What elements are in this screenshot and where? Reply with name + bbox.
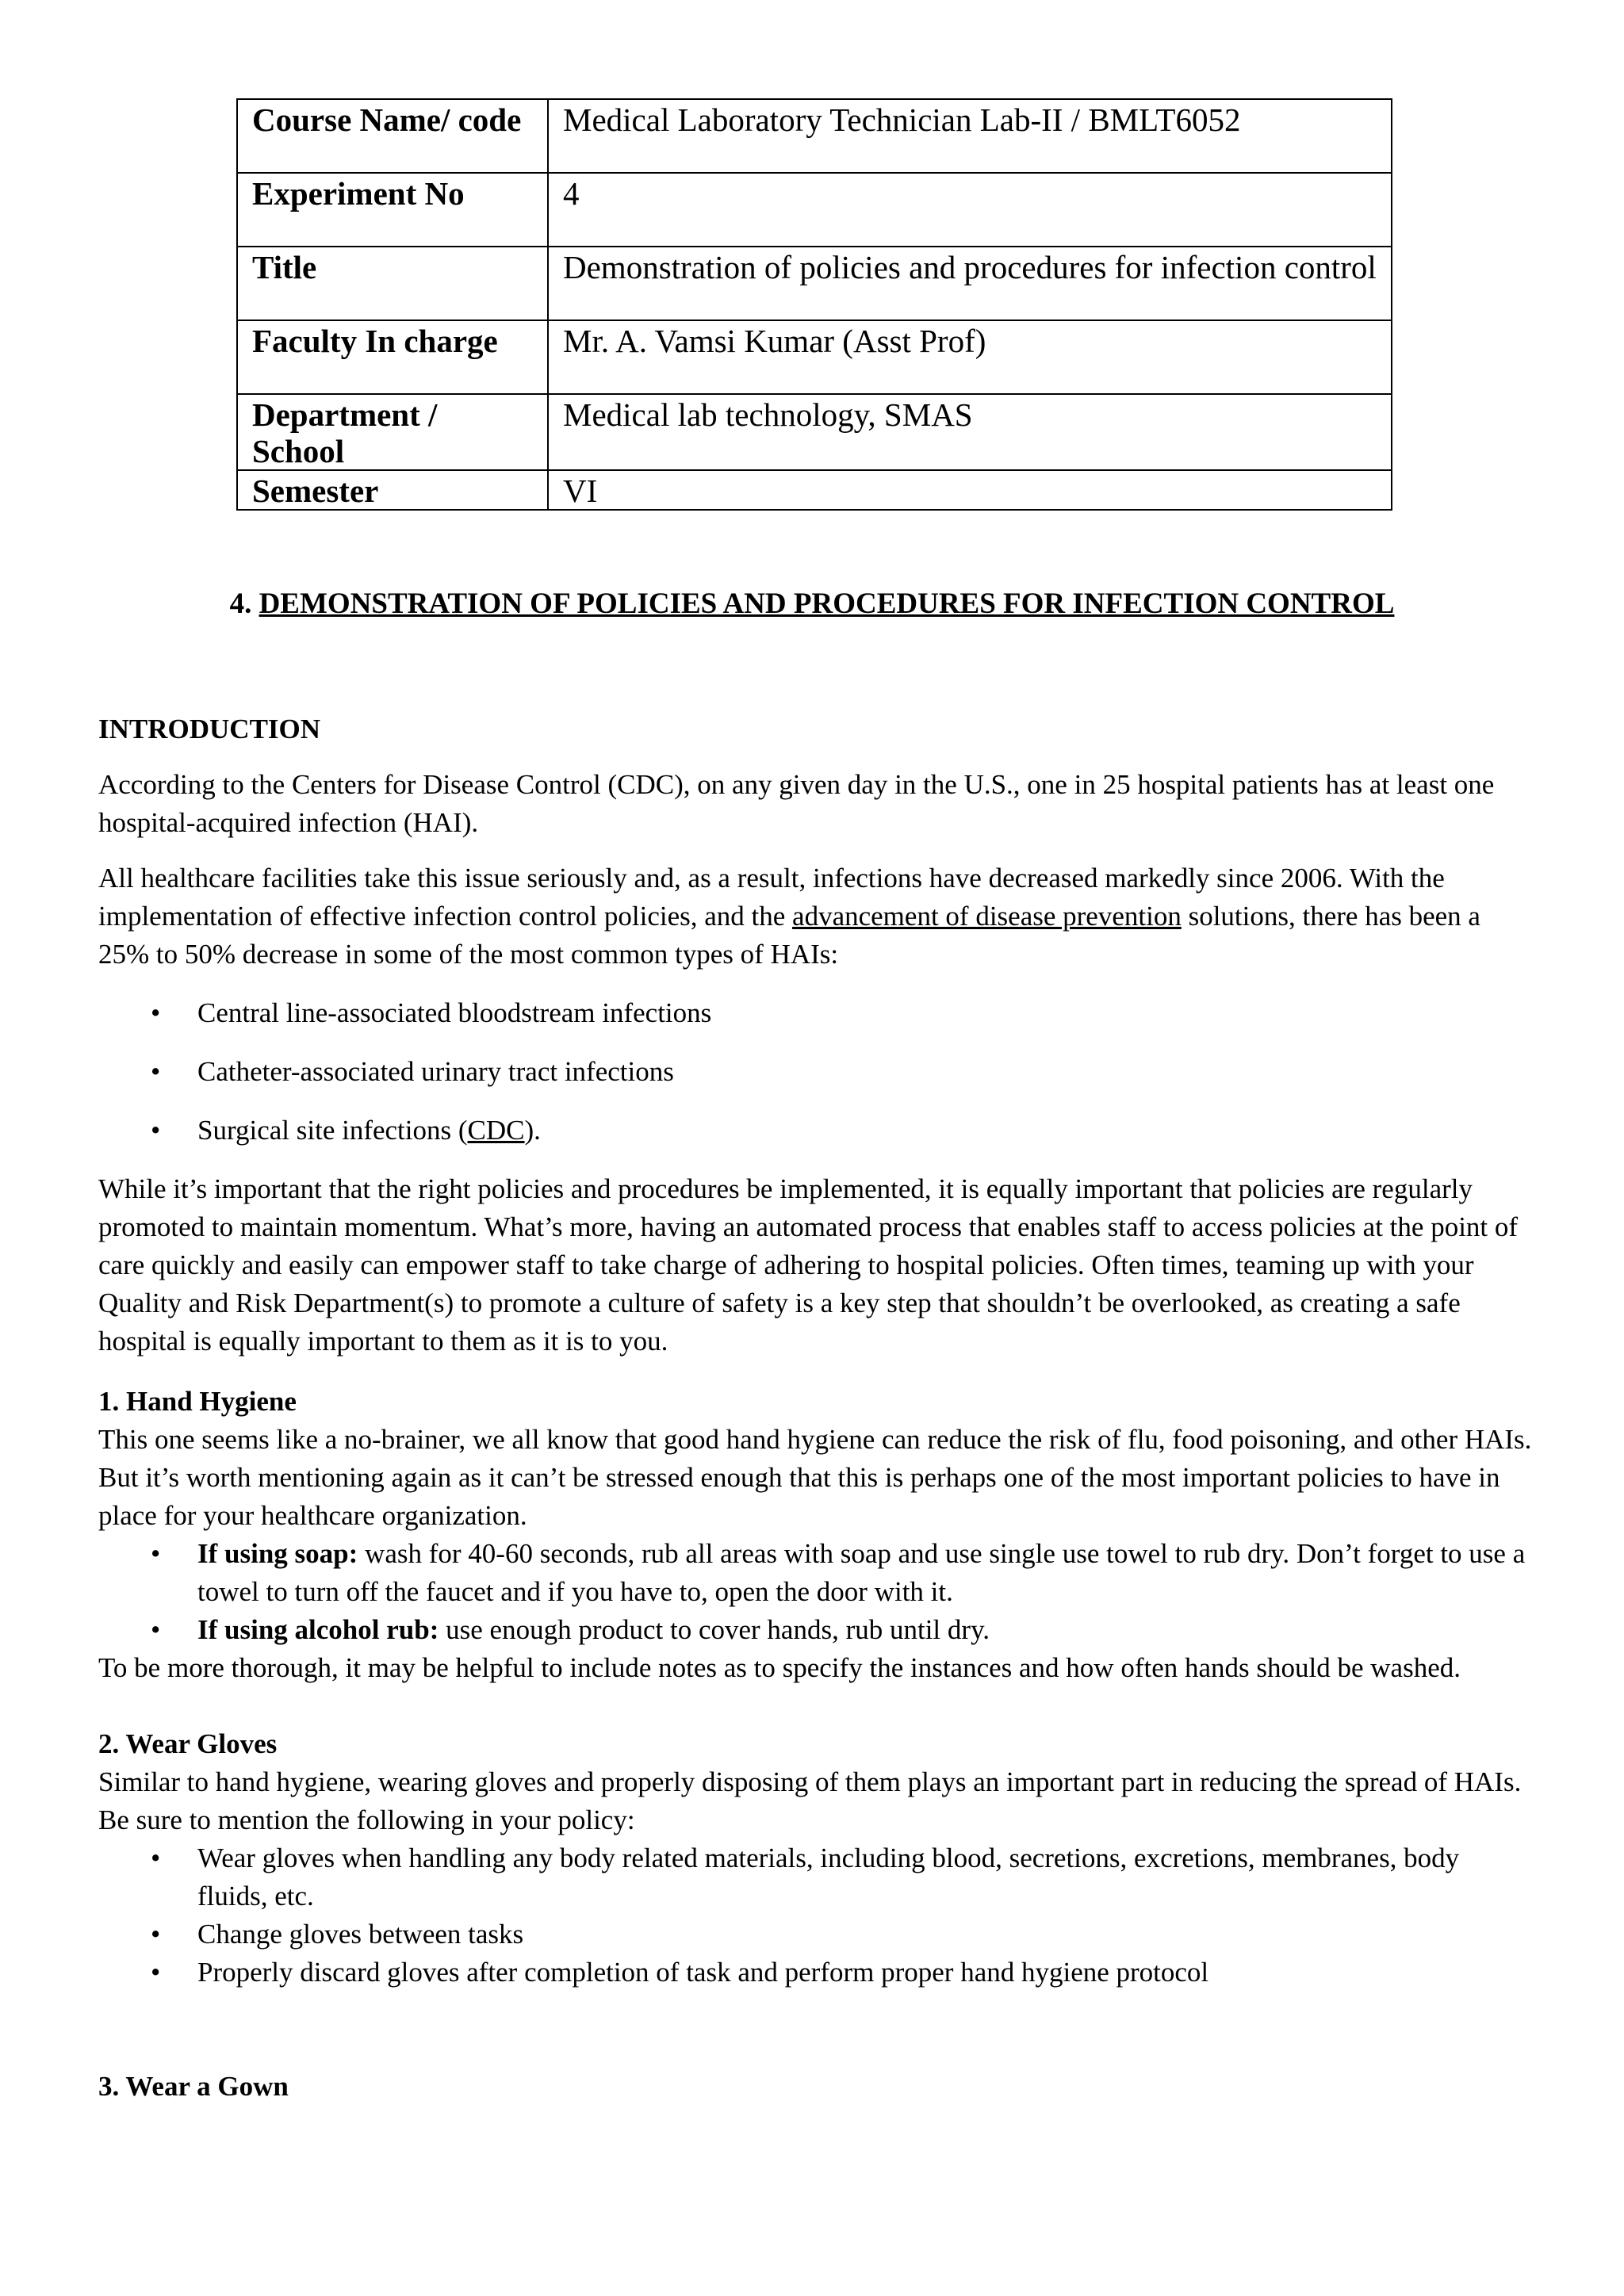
list-item — [98, 1535, 1534, 1611]
page-title — [0, 587, 1624, 622]
table-value: Medical Laboratory Technician Lab-II / BMLT6052 — [548, 99, 1392, 173]
list-item — [98, 1112, 1534, 1150]
table-key: Course Name/ code — [237, 99, 548, 173]
hai-types-list — [98, 994, 1534, 1150]
table-key: Department / School — [237, 394, 548, 470]
course-info-table — [236, 98, 1392, 511]
section-heading-gloves: 2. Wear Gloves — [98, 1728, 278, 1759]
document-body — [98, 710, 1534, 2106]
title-number: 4. — [229, 587, 259, 620]
table-value: Mr. A. Vamsi Kumar (Asst Prof) — [548, 320, 1392, 394]
table-row — [237, 320, 1392, 394]
paragraph: Similar to hand hygiene, wearing gloves and properly disposing of them plays an important part in reducing the spread of HAIs. Be sure to mention the following in your policy: — [98, 1766, 1522, 1835]
table-value: Demonstration of policies and procedures for infection control — [548, 247, 1392, 320]
table-key: Experiment No — [237, 173, 548, 247]
list-item — [98, 1611, 1534, 1649]
disease-prevention-link[interactable]: advancement of disease prevention — [792, 901, 1182, 932]
gloves-list — [98, 1839, 1534, 1992]
table-row — [237, 470, 1392, 510]
table-value: 4 — [548, 173, 1392, 247]
list-item-label: If using alcohol rub: — [197, 1614, 439, 1645]
list-item: • Catheter-associated urinary tract infections — [98, 1053, 1534, 1091]
section-heading-introduction: INTRODUCTION — [98, 714, 321, 744]
table-row — [237, 173, 1392, 247]
table-key: Title — [237, 247, 548, 320]
hand-hygiene-list — [98, 1535, 1534, 1649]
title-text: DEMONSTRATION OF POLICIES AND PROCEDURES FOR INFECTION CONTROL — [259, 587, 1395, 620]
table-value: Medical lab technology, SMAS — [548, 394, 1392, 470]
paragraph: To be more thorough, it may be helpful to include notes as to specify the instances and how often hands should be washed. — [98, 1652, 1461, 1683]
table-value: VI — [548, 470, 1392, 510]
paragraph-text: All healthcare facilities take this issue seriously and, as a result, infections have decreased markedly since 2006. With the implementation of effective infection control policies, and the — [98, 863, 1445, 932]
list-item: • Wear gloves when handling any body related materials, including blood, secretions, excretions, membranes, body fluids, etc. — [98, 1839, 1534, 1915]
paragraph-text: solutions, there has been a 25% to 50% decrease in some of the most common types of HAIs: — [98, 901, 1480, 970]
paragraph: According to the Centers for Disease Control (CDC), on any given day in the U.S., one in 25 hospital patients has at least one hospital-acquired infection (HAI). — [98, 769, 1495, 838]
list-item: • Change gloves between tasks — [98, 1915, 1534, 1954]
list-item: • Central line-associated bloodstream infections — [98, 994, 1534, 1032]
section-heading-hand-hygiene: 1. Hand Hygiene — [98, 1386, 297, 1417]
cdc-link[interactable]: CDC — [467, 1115, 525, 1146]
section-heading-gown: 3. Wear a Gown — [98, 2071, 289, 2102]
list-item-text: Surgical site infections ( — [197, 1115, 468, 1146]
paragraph — [98, 859, 1534, 974]
list-item-text: wash for 40-60 seconds, rub all areas with soap and use single use towel to rub dry. Don’t forget to use a towel to turn off the faucet and if you have to, open the door with it. — [197, 1538, 1526, 1607]
table-key: Semester — [237, 470, 548, 510]
table-key: Faculty In charge — [237, 320, 548, 394]
list-item-label: If using soap: — [197, 1538, 358, 1569]
list-item-text: ). — [524, 1115, 541, 1146]
list-item-text: use enough product to cover hands, rub until dry. — [439, 1614, 990, 1645]
table-row — [237, 247, 1392, 320]
list-item: • Properly discard gloves after completion of task and perform proper hand hygiene protocol — [98, 1954, 1534, 1992]
table-row — [237, 99, 1392, 173]
paragraph: While it’s important that the right policies and procedures be implemented, it is equally important that policies are regularly promoted to maintain momentum. What’s more, having an automated process that enables staff to access policies at the point of care quickly and easily can empower staff to take charge of adhering to hospital policies. Often times, teaming up with your Quality and Risk Department(s) to promote a culture of safety is a key step that shouldn’t be overlooked, as creating a safe hospital is equally important to them as it is to you. — [98, 1173, 1519, 1357]
table-row — [237, 394, 1392, 470]
paragraph: This one seems like a no-brainer, we all know that good hand hygiene can reduce the risk of flu, food poisoning, and other HAIs. But it’s worth mentioning again as it can’t be stressed enough that this is perhaps one of the most important policies to have in place for your healthcare organization. — [98, 1424, 1532, 1531]
